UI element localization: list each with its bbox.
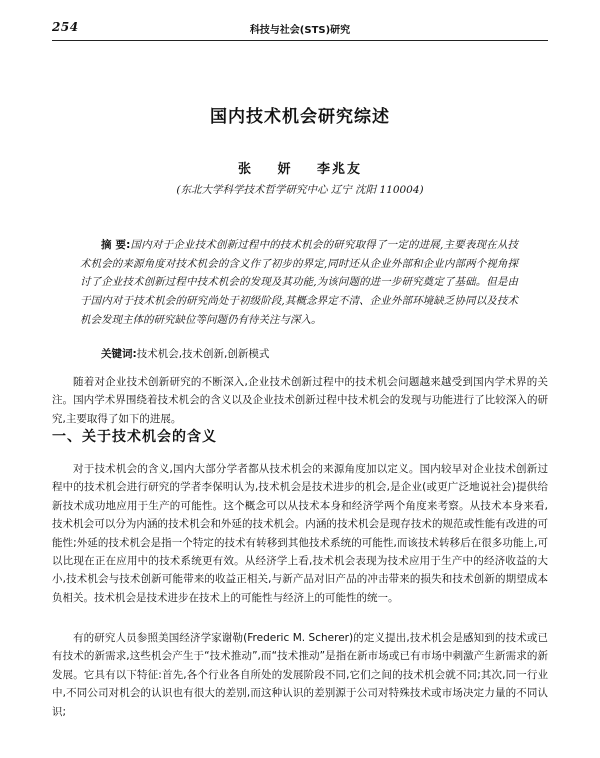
abstract	[80, 236, 518, 330]
article-title: 国内技术机会研究综述	[210, 107, 390, 127]
page-number: 254	[52, 20, 79, 34]
author-affiliation: (东北大学科学技术哲学研究中心 辽宁 沈阳 110004)	[176, 184, 424, 196]
section-heading: 一、关于技术机会的含义	[52, 429, 217, 445]
article-authors: 张 妍 李兆友	[237, 162, 363, 177]
page-header	[52, 18, 548, 41]
abstract-label: 摘 要:	[101, 239, 131, 251]
keywords-label: 关键词:	[101, 348, 137, 360]
keywords	[101, 345, 518, 363]
running-head: 科技与社会(STS)研究	[249, 25, 351, 36]
keywords-text: 技术机会,技术创新,创新模式	[136, 348, 270, 360]
abstract-text: 国内对于企业技术创新过程中的技术机会的研究取得了一定的进展,主要表现在从技术机会的来源角度对技术机会的含义作了初步的界定,同时还从企业外部和企业内部两个视角探讨了企业技术创新过程中技术机会的发现及其功能,为该问题的进一步研究奠定了基础。但是由于国内对于技术机会的研究尚处于初级阶段,其概念界定不清、企业外部环境缺乏协同以及技术机会发现主体的研究缺位等问题仍有待关注与深入。	[80, 239, 518, 326]
intro-paragraph: 随着对企业技术创新研究的不断深入,企业技术创新过程中的技术机会问题越来越受到国内学术界的关注。国内学术界围绕着技术机会的含义以及企业技术创新过程中技术机会的发现与功能进行了比较深入的研究,主要取得了如下的进展。	[52, 376, 548, 425]
body-paragraph-1: 对于技术机会的含义,国内大部分学者都从技术机会的来源角度加以定义。国内较早对企业技术创新过程中的技术机会进行研究的学者李保明认为,技术机会是技术进步的机会,是企业(或更广泛地说社会)提供给新技术成功地应用于生产的可能性。这个概念可以从技术本身和经济学两个角度来考察。从技术本身来看,技术机会可以分为内涵的技术机会和外延的技术机会。内涵的技术机会是现存技术的规范或性能有改进的可能性;外延的技术机会是指一个特定的技术有转移到其他技术系统的可能性,而该技术转移后在很多功能上,可以比现在正在应用中的技术系统更有效。从经济学上看,技术机会表现为技术应用于生产中的经济收益的大小,技术机会与技术创新可能带来的收益正相关,与新产品对旧产品的冲击带来的损失和技术创新的期望成本负相关。技术机会是技术进步在技术上的可能性与经济上的可能性的统一。	[52, 463, 548, 604]
body-paragraph-2: 有的研究人员参照美国经济学家谢勒(Frederic M. Scherer)的定义提出,技术机会是感知到的技术或已有技术的新需求,这些机会产生于“技术推动”,而“技术推动”是指在新市场或已有市场中刺激产生新需求的新发展。它具有以下特征:首先,各个行业各自所处的发展阶段不同,它们之间的技术机会就不同;其次,同一行业中,不同公司对机会的认识也有很大的差别,而这种认识的差别源于公司对特殊技术或市场决定力量的不同认识;	[52, 632, 548, 718]
